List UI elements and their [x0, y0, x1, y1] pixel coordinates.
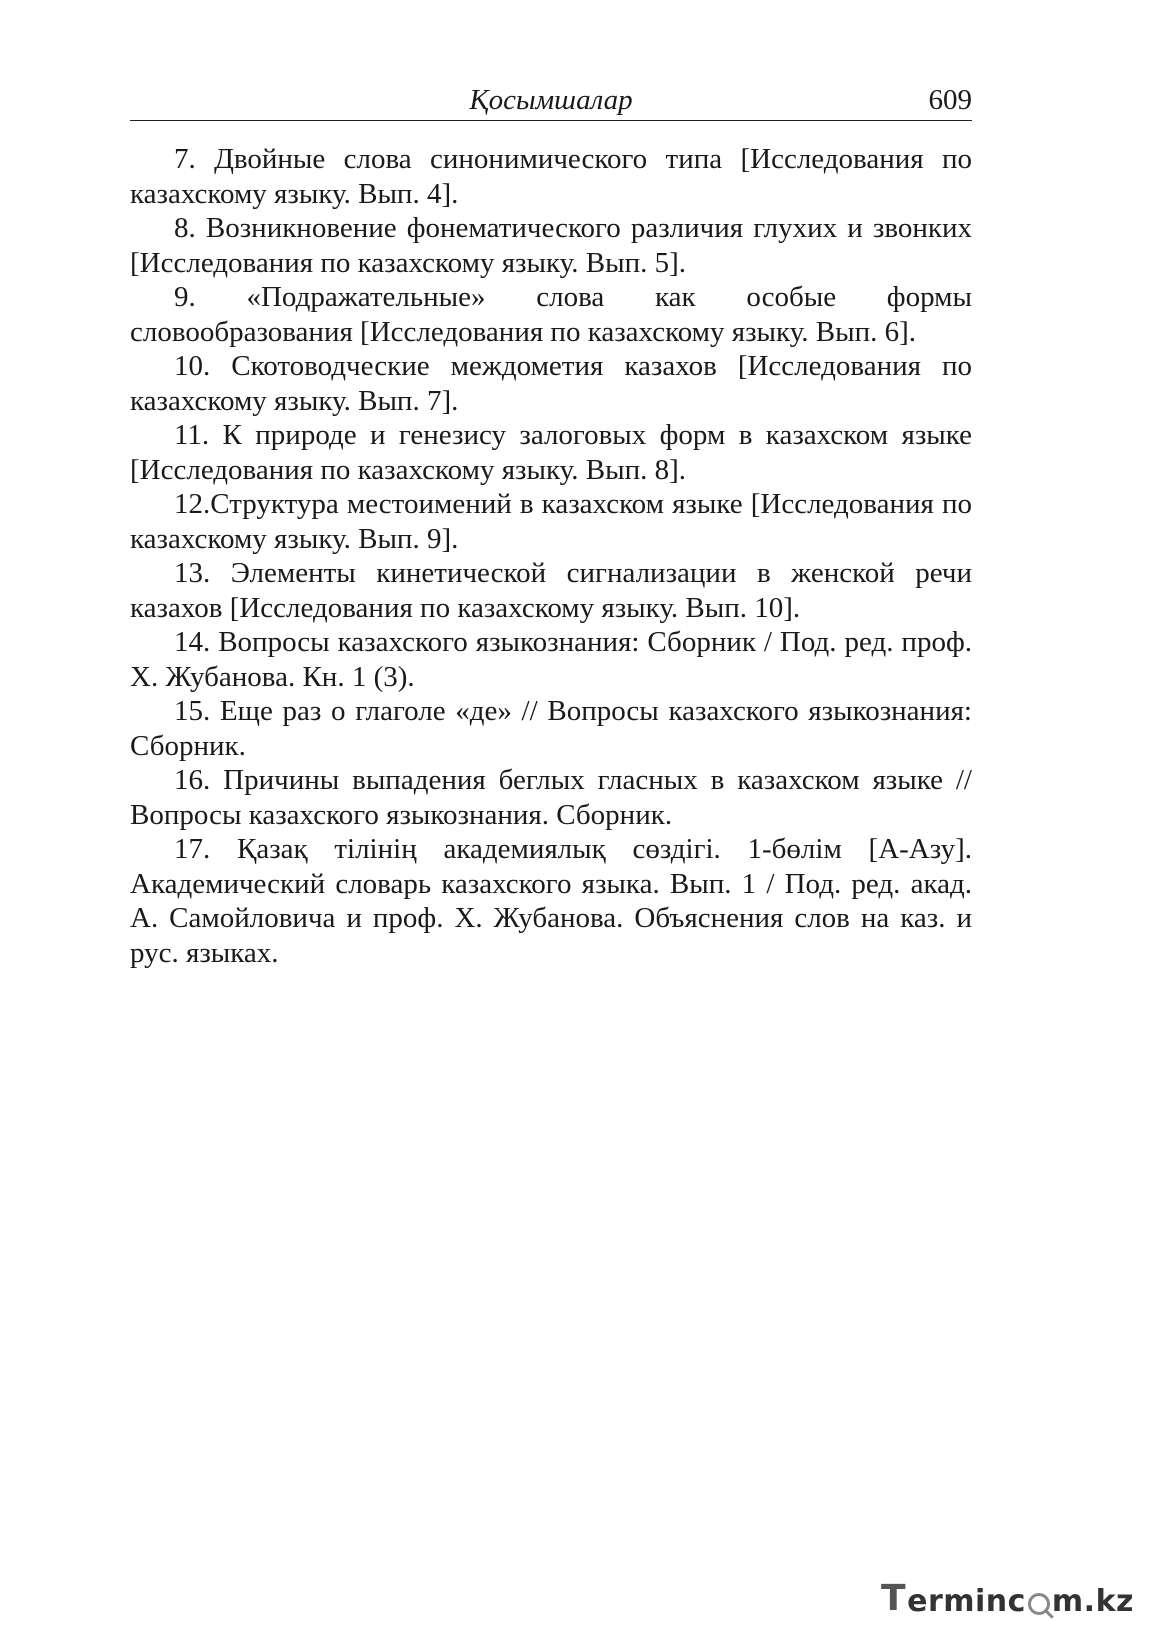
- page-header: [130, 80, 972, 121]
- running-header-title: Қосымшалар: [469, 84, 633, 116]
- reference-item-13: 13. Элементы кинетической сигнализации в женской речи казахов [Исследования по казахскому языку. Вып. 10].: [130, 557, 972, 624]
- reference-item-16: 16. Причины выпадения беглых гласных в казахском языке // Вопросы казахского языкознания. Сборник.: [130, 764, 972, 831]
- reference-list: [130, 142, 972, 970]
- watermark-logo: [881, 1578, 1134, 1619]
- magnifier-icon: [1028, 1593, 1050, 1615]
- reference-item-11: 11. К природе и генезису залоговых форм в казахском языке [Исследования по казахскому языку. Вып. 8].: [130, 419, 972, 486]
- reference-item-12: 12.Структура местоимений в казахском языке [Исследования по казахскому языку. Вып. 9].: [130, 488, 972, 555]
- reference-item-14: 14. Вопросы казахского языкознания: Сборник / Под. ред. проф. Х. Жубанова. Кн. 1 (3).: [130, 626, 972, 693]
- reference-item-7: 7. Двойные слова синонимического типа [Исследования по казахскому языку. Вып. 4].: [130, 143, 972, 210]
- watermark-initial: T: [881, 1578, 907, 1619]
- page-number: 609: [928, 84, 972, 116]
- reference-item-17: 17. Қазақ тілінің академиялық сөздігі. 1-бөлім [А-Азу]. Академический словарь казахского языка. Вып. 1 / Под. ред. акад. А. Самойловича и проф. Х. Жубанова. Объяснения слов на каз. и рус. языках.: [130, 833, 972, 969]
- watermark-text-start: erminc: [907, 1584, 1026, 1619]
- watermark-text-end: m.kz: [1051, 1584, 1134, 1619]
- reference-item-9: 9. «Подражательные» слова как особые формы словообразования [Исследования по казахскому языку. Вып. 6].: [130, 281, 972, 348]
- reference-item-10: 10. Скотоводческие междометия казахов [Исследования по казахскому языку. Вып. 7].: [130, 350, 972, 417]
- reference-item-15: 15. Еще раз о глаголе «де» // Вопросы казахского языкознания: Сборник.: [130, 695, 972, 762]
- reference-item-8: 8. Возникновение фонематического различия глухих и звонких [Исследования по казахскому языку. Вып. 5].: [130, 212, 972, 279]
